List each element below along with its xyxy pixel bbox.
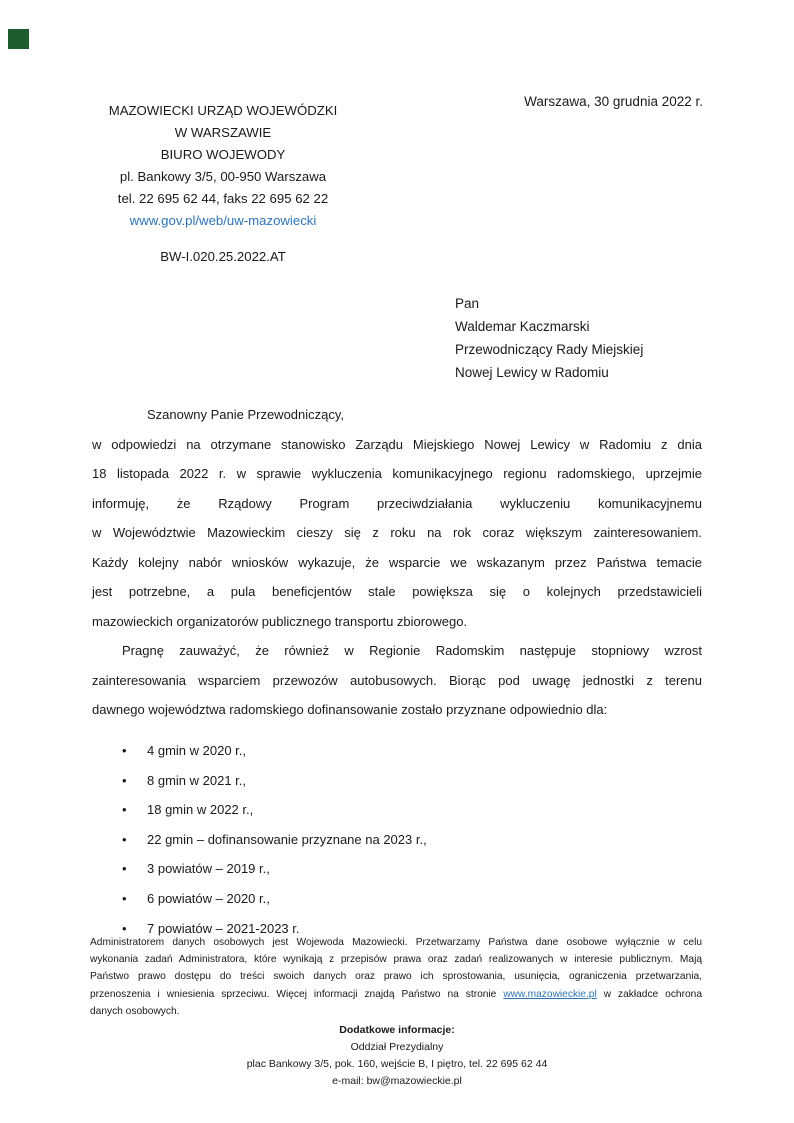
list-item-label: 4 gmin w 2020 r., bbox=[147, 743, 246, 758]
contact-address: plac Bankowy 3/5, pok. 160, wejście B, I piętro, tel. 22 695 62 44 bbox=[246, 1058, 548, 1070]
list-item-label: 18 gmin w 2022 r., bbox=[147, 802, 254, 818]
privacy-line-text: w zakładce ochrona bbox=[596, 988, 702, 1000]
sender-office-city: W WARSZAWIE bbox=[174, 125, 272, 140]
body-line: zainteresowania wsparciem przewozów autobusowych. Biorąc pod uwagę jednostki z terenu bbox=[92, 672, 702, 688]
body-line: mazowieckich organizatorów publicznego transportu zbiorowego. bbox=[92, 613, 468, 629]
contact-department: Oddział Prezydialny bbox=[350, 1041, 444, 1053]
list-item bbox=[92, 854, 702, 884]
list-item-label: 22 gmin – dofinansowanie przyznane na 2023 r., bbox=[147, 831, 427, 847]
list-item-label: 7 powiatów – 2021-2023 r. bbox=[147, 920, 300, 936]
recipient-title: Pan bbox=[455, 296, 480, 311]
list-item bbox=[92, 795, 702, 825]
recipient-role: Przewodniczący Rady Miejskiej bbox=[455, 342, 644, 357]
body-line: w odpowiedzi na otrzymane stanowisko Zarządu Miejskiego Nowej Lewicy w Radomiu z dnia bbox=[92, 436, 702, 452]
reference-number: BW-I.020.25.2022.AT bbox=[160, 249, 286, 264]
body-line: informuję, że Rządowy Program przeciwdziałania wykluczeniu komunikacyjnemu bbox=[92, 495, 702, 511]
body-line: jest potrzebne, a pula beneficjentów stale powiększa się o kolejnych przedstawicieli bbox=[92, 584, 702, 599]
letter-body bbox=[92, 400, 702, 725]
bullet-icon: • bbox=[122, 772, 127, 788]
privacy-line bbox=[90, 986, 702, 1003]
salutation: Szanowny Panie Przewodniczący, bbox=[147, 407, 345, 422]
list-item bbox=[92, 766, 702, 796]
date-line: Warszawa, 30 grudnia 2022 r. bbox=[524, 94, 703, 109]
list-item-label: 3 powiatów – 2019 r., bbox=[147, 861, 270, 877]
sender-bureau: BIURO WOJEWODY bbox=[160, 147, 286, 162]
sender-website-line bbox=[88, 210, 358, 232]
bullet-icon: • bbox=[122, 890, 127, 906]
contact-email: e-mail: bw@mazowieckie.pl bbox=[332, 1075, 462, 1087]
bullet-icon: • bbox=[122, 743, 127, 758]
list-item-label: 6 powiatów – 2020 r., bbox=[147, 890, 270, 906]
body-line: dawnego województwa radomskiego dofinansowanie zostało przyznane odpowiednio dla: bbox=[92, 702, 608, 717]
privacy-line-text: przenoszenia i wniesienia sprzeciwu. Więcej informacji znajdą Państwo na stronie bbox=[90, 988, 504, 1000]
contact-footer bbox=[0, 1022, 794, 1090]
contact-heading: Dodatkowe informacje: bbox=[339, 1024, 455, 1036]
recipient-organization: Nowej Lewicy w Radomiu bbox=[455, 365, 609, 380]
recipient-name: Waldemar Kaczmarski bbox=[455, 319, 590, 334]
sender-header bbox=[88, 100, 358, 268]
list-item bbox=[92, 884, 702, 914]
body-line: Pragnę zauważyć, że również w Regionie Radomskim następuje stopniowy wzrost bbox=[122, 643, 702, 658]
list-item bbox=[92, 825, 702, 855]
bullet-icon: • bbox=[122, 802, 127, 818]
body-line: w Województwie Mazowieckim cieszy się z roku na rok coraz większym zainteresowaniem. bbox=[92, 525, 702, 540]
header-website-link[interactable]: www.gov.pl/web/uw-mazowiecki bbox=[129, 213, 317, 228]
recipient-block bbox=[455, 292, 643, 384]
bullet-icon: • bbox=[122, 861, 127, 877]
sender-office-name: MAZOWIECKI URZĄD WOJEWÓDZKI bbox=[108, 103, 338, 118]
privacy-line: Państwo prawo dostępu do treści swoich danych oraz prawo ich sprostowania, usunięcia, ograniczenia przetwarzania, bbox=[90, 971, 702, 983]
list-item-label: 8 gmin w 2021 r., bbox=[147, 772, 246, 788]
sender-address: pl. Bankowy 3/5, 00-950 Warszawa bbox=[119, 169, 327, 184]
page-corner-marker bbox=[8, 29, 29, 49]
privacy-website-link[interactable]: www.mazowieckie.pl bbox=[503, 988, 597, 1000]
privacy-line: wykonania zadań Administratora, które wynikają z przepisów prawa oraz zadań realizowanych w interesie publicznym. Mają bbox=[90, 954, 702, 966]
grants-list bbox=[92, 736, 702, 943]
privacy-line: danych osobowych. bbox=[90, 1005, 180, 1017]
privacy-line: Administratorem danych osobowych jest Wojewoda Mazowiecki. Przetwarzamy Państwa dane osobowe wyłącznie w celu bbox=[90, 937, 702, 948]
list-item bbox=[92, 736, 702, 766]
bullet-icon: • bbox=[122, 920, 127, 936]
bullet-icon: • bbox=[122, 831, 127, 847]
body-line: Każdy kolejny nabór wniosków wykazuje, że wsparcie we wskazanym przez Państwa temacie bbox=[92, 554, 702, 570]
sender-phone: tel. 22 695 62 44, faks 22 695 62 22 bbox=[117, 191, 329, 206]
privacy-notice bbox=[90, 934, 702, 1020]
body-line: 18 listopada 2022 r. w sprawie wykluczenia komunikacyjnego regionu radomskiego, uprzejmie bbox=[92, 466, 702, 481]
